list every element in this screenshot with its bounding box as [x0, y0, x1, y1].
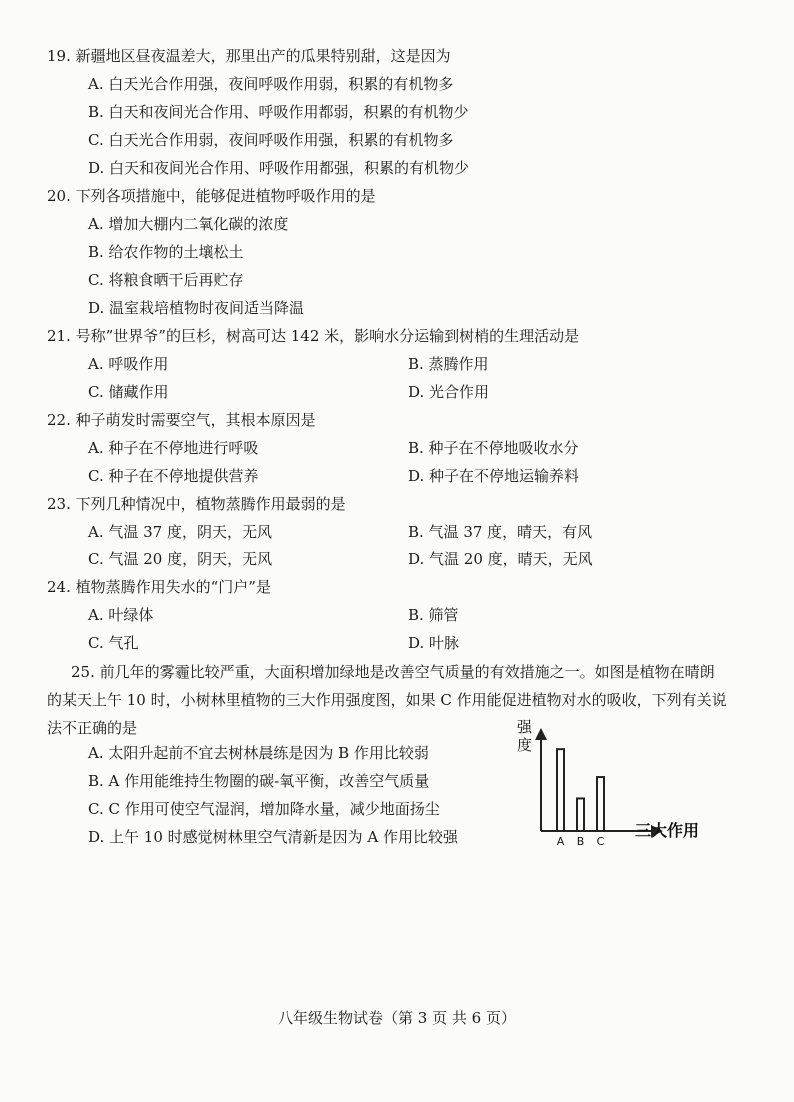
- question-25-option-b: B. A 作用能维持生物圈的碳-氧平衡，改善空气质量: [88, 772, 430, 790]
- question-20-stem: 20. 下列各项措施中，能够促进植物呼吸作用的是: [47, 187, 376, 205]
- chart-bar-a: [557, 749, 564, 831]
- question-23-option-b: B. 气温 37 度，晴天，有风: [408, 523, 593, 541]
- question-21-option-b: B. 蒸腾作用: [408, 355, 489, 373]
- chart-y-axis-arrow-icon: [535, 728, 547, 740]
- question-23-option-c: C. 气温 20 度，阴天，无风: [88, 550, 273, 568]
- question-20-option-d: D. 温室栽培植物时夜间适当降温: [88, 299, 305, 317]
- question-25-stem: 25. 前几年的雾霾比较严重，大面积增加绿地是改善空气质量的有效措施之一。如图是植物在晴朗的某天上午 10 时，小树林里植物的三大作用强度图，如果 C 作用能促进植物对水的吸收，下列有关说法不正确的是: [47, 663, 727, 737]
- question-20-option-b: B. 给农作物的土壤松土: [88, 243, 244, 261]
- three-functions-intensity-chart: [513, 716, 703, 846]
- chart-x-label: 三大作用: [635, 821, 700, 840]
- question-19-option-b: B. 白天和夜间光合作用、呼吸作用都弱，积累的有机物少: [88, 103, 469, 121]
- question-20-option-a: A. 增加大棚内二氧化碳的浓度: [88, 215, 289, 233]
- question-23-stem: 23. 下列几种情况中，植物蒸腾作用最弱的是: [47, 495, 346, 513]
- question-25-option-d: D. 上午 10 时感觉树林里空气清新是因为 A 作用比较强: [88, 828, 459, 846]
- question-19-stem: 19. 新疆地区昼夜温差大，那里出产的瓜果特别甜，这是因为: [47, 47, 451, 65]
- question-24-stem: 24. 植物蒸腾作用失水的“门户”是: [47, 578, 271, 596]
- question-19-option-c: C. 白天光合作用弱，夜间呼吸作用强，积累的有机物多: [88, 131, 454, 149]
- chart-tick-label-a: A: [556, 835, 565, 846]
- question-24-option-d: D. 叶脉: [408, 634, 460, 652]
- question-22-option-a: A. 种子在不停地进行呼吸: [88, 439, 259, 457]
- chart-bar-c: [597, 777, 604, 831]
- chart-tick-label-c: C: [596, 835, 605, 846]
- question-21-stem: 21. 号称”世界爷”的巨杉，树高可达 142 米，影响水分运输到树梢的生理活动是: [47, 327, 580, 345]
- question-21-option-d: D. 光合作用: [408, 383, 490, 401]
- question-23-option-a: A. 气温 37 度，阴天，无风: [88, 523, 272, 541]
- question-20-option-c: C. 将粮食晒干后再贮存: [88, 271, 244, 289]
- question-19-option-d: D. 白天和夜间光合作用、呼吸作用都强，积累的有机物少: [88, 159, 470, 177]
- question-21-option-c: C. 储藏作用: [88, 383, 169, 401]
- page-footer: 八年级生物试卷（第 3 页 共 6 页）: [278, 1009, 516, 1027]
- question-19-option-a: A. 白天光合作用强，夜间呼吸作用弱，积累的有机物多: [88, 75, 454, 93]
- chart-y-label: 强度: [517, 718, 533, 754]
- question-25-option-a: A. 太阳升起前不宜去树林晨练是因为 B 作用比较弱: [88, 744, 429, 762]
- question-24-option-a: A. 叶绿体: [88, 606, 154, 624]
- question-21-option-a: A. 呼吸作用: [88, 355, 169, 373]
- question-22-option-d: D. 种子在不停地运输养料: [408, 467, 580, 485]
- question-23-option-d: D. 气温 20 度，晴天，无风: [408, 550, 593, 568]
- question-22-stem: 22. 种子萌发时需要空气，其根本原因是: [47, 411, 316, 429]
- question-24-option-b: B. 筛管: [408, 606, 459, 624]
- question-25-option-c: C. C 作用可使空气湿润，增加降水量，减少地面扬尘: [88, 800, 440, 818]
- chart-bar-b: [577, 798, 584, 831]
- question-22-option-b: B. 种子在不停地吸收水分: [408, 439, 579, 457]
- question-22-option-c: C. 种子在不停地提供营养: [88, 467, 259, 485]
- chart-tick-label-b: B: [576, 835, 585, 846]
- question-24-option-c: C. 气孔: [88, 634, 139, 652]
